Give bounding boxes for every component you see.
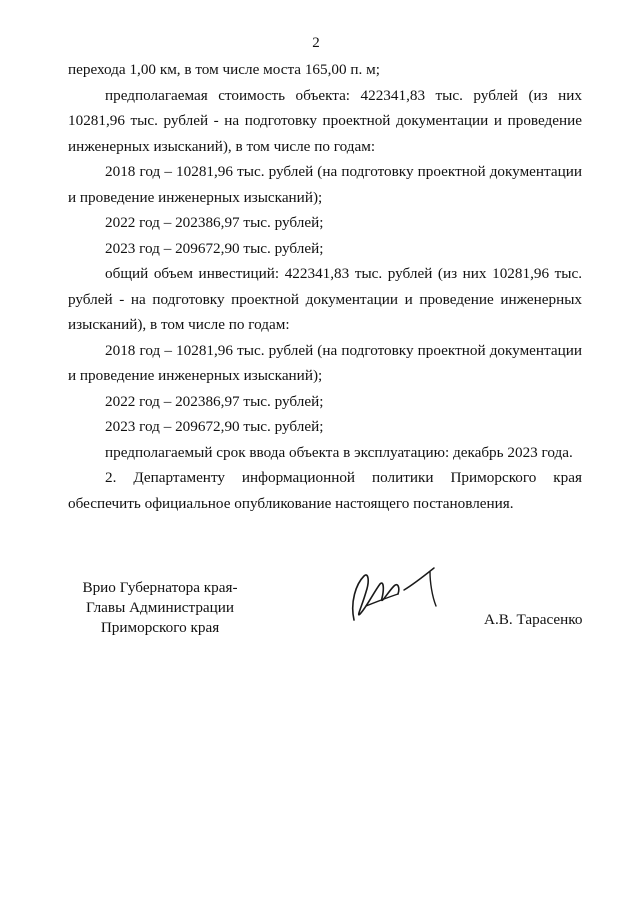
document-body xyxy=(68,57,582,516)
paragraph-investment-2018: 2018 год – 10281,96 тыс. рублей (на подготовку проектной документации и проведение инженерных изысканий); xyxy=(68,341,582,384)
paragraph-total-investment: общий объем инвестиций: 422341,83 тыс. рублей (из них 10281,96 тыс. рублей - на подготовку проектной документации и проведение инженерных изысканий), в том числе по годам: xyxy=(68,265,582,333)
handwritten-signature xyxy=(344,562,444,637)
paragraph-estimated-cost: предполагаемая стоимость объекта: 422341,83 тыс. рублей (из них 10281,96 тыс. рублей - на подготовку проектной документации и проведение инженерных изысканий), в том числе по годам: xyxy=(68,86,582,155)
paragraph-commissioning-date: предполагаемый срок ввода объекта в эксплуатацию: декабрь 2023 года. xyxy=(105,443,573,461)
signatory-title-line: Врио Губернатора края- xyxy=(82,579,238,596)
signatory-title-line: Главы Администрации xyxy=(85,599,235,616)
signer-name: А.В. Тарасенко xyxy=(484,611,583,628)
page-number: 2 xyxy=(312,35,320,51)
paragraph-publication-order: 2. Департаменту информационной политики Приморского края обеспечить официальное опубликование настоящего постановления. xyxy=(68,469,582,512)
signatory-title-line: Приморского края xyxy=(100,619,220,636)
paragraph-investment-2023: 2023 год – 209672,90 тыс. рублей; xyxy=(105,418,324,435)
paragraph-continuation: перехода 1,00 км, в том числе моста 165,00 п. м; xyxy=(68,61,380,78)
paragraph-cost-2022: 2022 год – 202386,97 тыс. рублей; xyxy=(105,214,324,231)
signature-graphic xyxy=(344,562,444,632)
paragraph-cost-2023: 2023 год – 209672,90 тыс. рублей; xyxy=(105,239,324,257)
signatory-title xyxy=(60,578,260,638)
paragraph-investment-2022: 2022 год – 202386,97 тыс. рублей; xyxy=(105,392,324,410)
paragraph-cost-2018: 2018 год – 10281,96 тыс. рублей (на подготовку проектной документации и проведение инженерных изысканий); xyxy=(68,163,582,206)
